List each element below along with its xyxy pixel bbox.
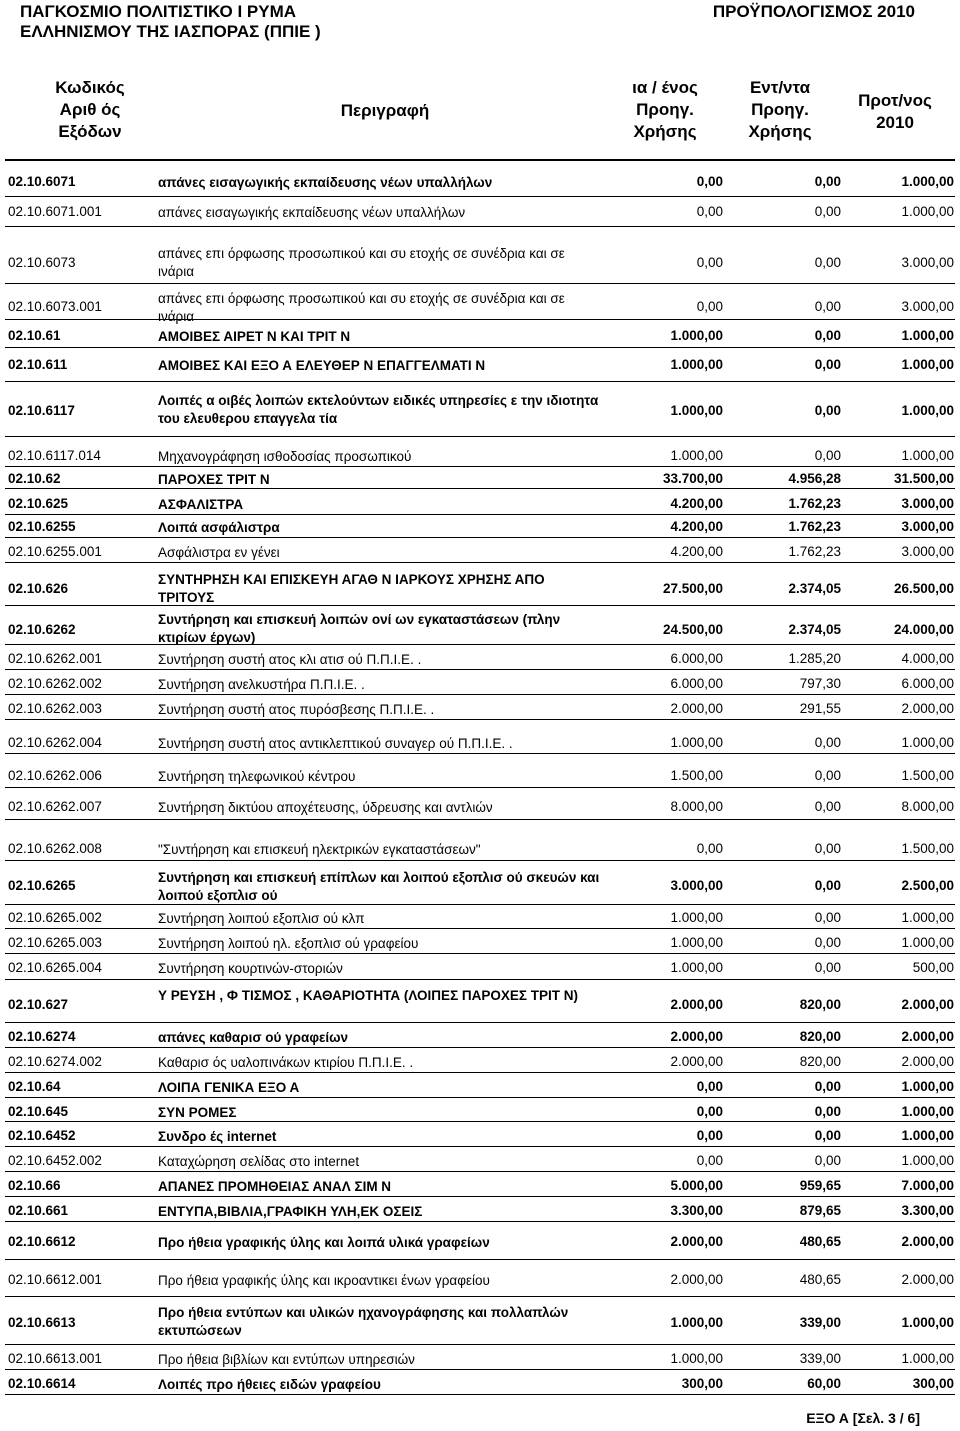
table-rule: [5, 196, 955, 197]
row-description: Ασφάλιστρα εν γένει: [158, 545, 280, 560]
column-header-code-line: Εξόδων: [58, 122, 122, 141]
row-description: απάνες επι όρφωσης προσωπικού και συ ετοχής σε συνέδρια και σε ινάρια: [158, 291, 565, 324]
row-code: 02.10.6262.008: [8, 841, 102, 856]
table-rule: [5, 1146, 955, 1147]
row-proposed: 3.000,00: [901, 519, 954, 534]
column-header-description: [160, 100, 610, 122]
row-description: ΑΜΟΙΒΕΣ ΑΙΡΕΤ Ν ΚΑΙ ΤΡΙΤ Ν: [158, 329, 351, 344]
row-code: 02.10.6265.002: [8, 910, 102, 925]
column-header-proposed-2010: [840, 90, 950, 134]
table-rule: [5, 347, 955, 348]
row-proposed: 1.000,00: [901, 328, 954, 343]
table-rule: [5, 1022, 955, 1023]
column-header-prev-line: Προηγ.: [636, 100, 694, 119]
row-commitments: 1.762,23: [788, 496, 841, 511]
row-code: 02.10.6613: [8, 1315, 76, 1330]
row-proposed: 300,00: [912, 1376, 954, 1391]
row-code: 02.10.6262.007: [8, 799, 102, 814]
row-description: Λοιπές προ ήθειες ειδών γραφείου: [158, 1377, 381, 1392]
row-commitments: 0,00: [814, 799, 841, 814]
row-commitments: 820,00: [799, 997, 841, 1012]
row-commitments: 0,00: [814, 1128, 841, 1143]
column-header-ent-line: Εντ/ντα: [749, 78, 811, 97]
column-header-ent-line: Προηγ.: [751, 100, 809, 119]
row-description: απάνες καθαρισ ού γραφείων: [158, 1030, 349, 1045]
column-header-previous-year-commitments: [725, 77, 835, 143]
row-commitments: 4.956,28: [788, 471, 841, 486]
row-proposed: 1.000,00: [901, 403, 954, 418]
row-previous-budget: 2.000,00: [670, 1029, 723, 1044]
row-previous-budget: 0,00: [696, 1079, 723, 1094]
row-commitments: 0,00: [814, 204, 841, 219]
row-previous-budget: 1.000,00: [670, 357, 723, 372]
row-previous-budget: 0,00: [696, 841, 723, 856]
table-rule: [5, 159, 955, 161]
row-commitments: 959,65: [799, 1178, 841, 1193]
row-commitments: 339,00: [799, 1351, 841, 1366]
row-commitments: 0,00: [814, 1079, 841, 1094]
row-commitments: 0,00: [814, 1153, 841, 1168]
row-code: 02.10.6262.002: [8, 676, 102, 691]
row-previous-budget: 2.000,00: [670, 997, 723, 1012]
row-previous-budget: 1.000,00: [670, 735, 723, 750]
row-proposed: 1.000,00: [901, 1351, 954, 1366]
row-code: 02.10.6265.004: [8, 960, 102, 975]
row-previous-budget: 1.000,00: [670, 403, 723, 418]
row-code: 02.10.6452.002: [8, 1153, 102, 1168]
row-previous-budget: 1.000,00: [670, 1351, 723, 1366]
table-rule: [5, 1369, 955, 1370]
row-description: Προ ήθεια εντύπων και υλικών ηχανογράφησης και πολλαπλών εκτυπώσεων: [158, 1305, 569, 1338]
row-description: Συντήρηση δικτύου αποχέτευσης, ύδρευσης και αντλιών: [158, 800, 493, 815]
row-proposed: 24.000,00: [893, 622, 954, 637]
row-commitments: 480,65: [799, 1234, 841, 1249]
row-commitments: 1.285,20: [788, 651, 841, 666]
row-commitments: 60,00: [807, 1376, 841, 1391]
row-previous-budget: 1.000,00: [670, 935, 723, 950]
table-rule: [5, 226, 955, 227]
row-code: 02.10.6452: [8, 1128, 76, 1143]
row-description: Λοιπές α οιβές λοιπών εκτελούντων ειδικές υπηρεσίες ε την ιδιοτητα του ελευθερου επαγγελα τία: [158, 393, 599, 426]
row-previous-budget: 0,00: [696, 1128, 723, 1143]
row-code: 02.10.6612: [8, 1234, 76, 1249]
row-commitments: 0,00: [814, 1104, 841, 1119]
row-previous-budget: 1.000,00: [670, 960, 723, 975]
row-description: Μηχανογράφηση ισθοδοσίας προσωπικού: [158, 449, 412, 464]
row-description: Καθαρισ ός υαλοπινάκων κτιρίου Π.Π.Ι.Ε. .: [158, 1055, 414, 1070]
table-rule: [5, 1196, 955, 1197]
row-description: Προ ήθεια γραφικής ύλης και ικροαντικει ένων γραφείου: [158, 1273, 490, 1288]
table-rule: [5, 953, 955, 954]
table-rule: [5, 860, 955, 861]
row-code: 02.10.6073.001: [8, 299, 102, 314]
row-proposed: 1.000,00: [901, 1104, 954, 1119]
row-commitments: 0,00: [814, 448, 841, 463]
table-rule: [5, 979, 955, 980]
row-previous-budget: 2.000,00: [670, 1272, 723, 1287]
row-proposed: 1.500,00: [901, 841, 954, 856]
row-commitments: 2.374,05: [788, 622, 841, 637]
row-proposed: 1.000,00: [901, 1128, 954, 1143]
row-previous-budget: 4.200,00: [670, 496, 723, 511]
column-header-prot-line: Προτ/νος: [858, 91, 932, 110]
row-description: Συντήρηση λοιπού εξοπλισ ού κλπ: [158, 911, 365, 926]
table-rule: [5, 694, 955, 695]
row-commitments: 820,00: [799, 1054, 841, 1069]
row-commitments: 0,00: [814, 328, 841, 343]
row-previous-budget: 0,00: [696, 204, 723, 219]
row-proposed: 2.000,00: [901, 1234, 954, 1249]
row-proposed: 3.000,00: [901, 255, 954, 270]
row-proposed: 1.000,00: [901, 204, 954, 219]
row-code: 02.10.6117.014: [8, 448, 101, 463]
row-previous-budget: 1.000,00: [670, 910, 723, 925]
row-previous-budget: 1.000,00: [670, 328, 723, 343]
table-rule: [5, 1259, 955, 1260]
row-code: 02.10.6071.001: [8, 204, 102, 219]
row-code: 02.10.627: [8, 997, 69, 1012]
row-description: Συντήρηση τηλεφωνικού κέντρου: [158, 769, 356, 784]
table-rule: [5, 1072, 955, 1073]
row-code: 02.10.64: [8, 1079, 61, 1094]
row-previous-budget: 27.500,00: [662, 581, 723, 596]
row-description: ΠΑΡΟΧΕΣ ΤΡΙΤ Ν: [158, 472, 270, 487]
row-proposed: 31.500,00: [893, 471, 954, 486]
row-proposed: 26.500,00: [893, 581, 954, 596]
column-header-description-line: Περιγραφή: [340, 101, 430, 120]
row-description: απάνες επι όρφωσης προσωπικού και συ ετοχής σε συνέδρια και σε ινάρια: [158, 246, 565, 279]
row-proposed: 2.000,00: [901, 1054, 954, 1069]
row-previous-budget: 0,00: [696, 299, 723, 314]
row-code: 02.10.6255.001: [8, 544, 102, 559]
row-commitments: 0,00: [814, 768, 841, 783]
row-description: Συνδρο ές internet: [158, 1129, 277, 1144]
column-header-prev-line: Χρήσης: [633, 122, 697, 141]
row-proposed: 3.000,00: [901, 544, 954, 559]
row-previous-budget: 2.000,00: [670, 701, 723, 716]
row-proposed: 1.000,00: [901, 1315, 954, 1330]
organization-name-line-1: ΠΑΓΚΟΣΜΙΟ ΠΟΛΙΤΙΣΤΙΚΟ Ι ΡΥΜΑ: [20, 2, 297, 21]
column-header-prev-line: ια / ένος: [632, 78, 698, 97]
row-commitments: 1.762,23: [788, 544, 841, 559]
column-header-prot-line: 2010: [876, 113, 914, 132]
table-rule: [5, 787, 955, 788]
row-description: Καταχώρηση σελίδας στο internet: [158, 1154, 360, 1169]
row-code: 02.10.6614: [8, 1376, 76, 1391]
row-previous-budget: 8.000,00: [670, 799, 723, 814]
row-proposed: 500,00: [912, 960, 954, 975]
row-previous-budget: 3.000,00: [670, 878, 723, 893]
row-previous-budget: 33.700,00: [662, 471, 723, 486]
row-code: 02.10.625: [8, 496, 69, 511]
page-footer: ΕΞΟ Α [Σελ. 3 / 6]: [806, 1410, 920, 1426]
row-previous-budget: 1.000,00: [670, 448, 723, 463]
row-code: 02.10.6262.001: [8, 651, 102, 666]
row-proposed: 2.000,00: [901, 1272, 954, 1287]
row-proposed: 3.300,00: [901, 1203, 954, 1218]
table-rule: [5, 719, 955, 720]
column-header-previous-year-budget: [610, 77, 720, 143]
row-code: 02.10.6613.001: [8, 1351, 102, 1366]
row-proposed: 1.000,00: [901, 448, 954, 463]
table-rule: [5, 1296, 955, 1297]
row-code: 02.10.6117: [8, 403, 75, 418]
row-code: 02.10.6274.002: [8, 1054, 102, 1069]
table-rule: [5, 669, 955, 670]
row-commitments: 339,00: [799, 1315, 841, 1330]
row-description: ΕΝΤΥΠΑ,ΒΙΒΛΙΑ,ΓΡΑΦΙΚΗ ΥΛΗ,ΕΚ ΟΣΕΙΣ: [158, 1204, 423, 1219]
row-code: 02.10.6274: [8, 1029, 76, 1044]
row-description: ΣΥΝ ΡΟΜΕΣ: [158, 1105, 237, 1120]
row-code: 02.10.6262.006: [8, 768, 102, 783]
table-rule: [5, 514, 955, 515]
row-commitments: 0,00: [814, 935, 841, 950]
row-code: 02.10.6262: [8, 622, 76, 637]
row-commitments: 0,00: [814, 403, 841, 418]
row-description: "Συντήρηση και επισκευή ηλεκτρικών εγκαταστάσεων": [158, 842, 481, 857]
row-code: 02.10.6255: [8, 519, 76, 534]
row-description: ΑΣΦΑΛΙΣΤΡΑ: [158, 497, 244, 512]
row-description: Συντήρηση κουρτινών-στοριών: [158, 961, 343, 976]
row-description: Συντήρηση συστή ατος κλι ατισ ού Π.Π.Ι.Ε. .: [158, 652, 422, 667]
row-code: 02.10.66: [8, 1178, 61, 1193]
row-previous-budget: 3.300,00: [670, 1203, 723, 1218]
row-previous-budget: 1.000,00: [670, 1315, 723, 1330]
row-code: 02.10.6262.004: [8, 735, 102, 750]
table-rule: [5, 537, 955, 538]
row-proposed: 6.000,00: [901, 676, 954, 691]
column-header-code-line: Κωδικός: [55, 78, 125, 97]
row-proposed: 1.000,00: [901, 357, 954, 372]
row-code: 02.10.661: [8, 1203, 69, 1218]
row-code: 02.10.61: [8, 328, 61, 343]
row-code: 02.10.645: [8, 1104, 69, 1119]
row-commitments: 797,30: [799, 676, 841, 691]
row-code: 02.10.6071: [8, 174, 76, 189]
row-previous-budget: 4.200,00: [670, 544, 723, 559]
row-description: ΑΠΑΝΕΣ ΠΡΟΜΗΘΕΙΑΣ ΑΝΑΛ ΣΙΜ Ν: [158, 1179, 392, 1194]
row-proposed: 2.000,00: [901, 997, 954, 1012]
row-previous-budget: 0,00: [696, 1153, 723, 1168]
row-description: Προ ήθεια γραφικής ύλης και λοιπά υλικά γραφείων: [158, 1235, 490, 1250]
row-previous-budget: 6.000,00: [670, 676, 723, 691]
row-proposed: 3.000,00: [901, 299, 954, 314]
row-previous-budget: 0,00: [696, 255, 723, 270]
row-proposed: 1.000,00: [901, 935, 954, 950]
row-description: Συντήρηση ανελκυστήρα Π.Π.Ι.Ε. .: [158, 677, 365, 692]
row-previous-budget: 24.500,00: [662, 622, 723, 637]
row-proposed: 1.000,00: [901, 1079, 954, 1094]
table-rule: [5, 753, 955, 754]
table-rule: [5, 928, 955, 929]
row-proposed: 1.000,00: [901, 174, 954, 189]
column-header-ent-line: Χρήσης: [748, 122, 812, 141]
row-code: 02.10.6262.003: [8, 701, 102, 716]
row-proposed: 7.000,00: [901, 1178, 954, 1193]
row-previous-budget: 0,00: [696, 174, 723, 189]
row-description: Λοιπά ασφάλιστρα: [158, 520, 280, 535]
row-description: Συντήρηση και επισκευή επίπλων και λοιπού εξοπλισ ού σκευών και λοιπού εξοπλισ ού: [158, 870, 600, 903]
row-description: Προ ήθεια βιβλίων και εντύπων υπηρεσιών: [158, 1352, 415, 1367]
row-previous-budget: 300,00: [681, 1376, 723, 1391]
row-description: απάνες εισαγωγικής εκπαίδευσης νέων υπαλλήλων: [158, 175, 493, 190]
row-description: Συντήρηση λοιπού ηλ. εξοπλισ ού γραφείου: [158, 936, 419, 951]
row-proposed: 2.000,00: [901, 701, 954, 716]
row-commitments: 1.762,23: [788, 519, 841, 534]
row-commitments: 0,00: [814, 299, 841, 314]
row-code: 02.10.6612.001: [8, 1272, 102, 1287]
row-proposed: 3.000,00: [901, 496, 954, 511]
row-proposed: 1.000,00: [901, 1153, 954, 1168]
row-code: 02.10.6073: [8, 255, 76, 270]
row-previous-budget: 6.000,00: [670, 651, 723, 666]
row-description: ΛΟΙΠΑ ΓΕΝΙΚΑ ΕΞΟ Α: [158, 1080, 300, 1095]
table-rule: [5, 1394, 955, 1395]
row-proposed: 1.000,00: [901, 910, 954, 925]
column-header-code: [20, 77, 160, 143]
row-previous-budget: 2.000,00: [670, 1054, 723, 1069]
row-code: 02.10.626: [8, 581, 69, 596]
table-rule: [5, 1171, 955, 1172]
row-commitments: 0,00: [814, 357, 841, 372]
row-proposed: 2.000,00: [901, 1029, 954, 1044]
row-commitments: 0,00: [814, 841, 841, 856]
row-description: Συντήρηση συστή ατος πυρόσβεσης Π.Π.Ι.Ε. .: [158, 702, 435, 717]
row-description: Συντήρηση και επισκευή λοιπών ονί ων εγκαταστάσεων (πλην κτιρίων έργων): [158, 612, 561, 645]
table-rule: [5, 283, 955, 284]
row-description: ΣΥΝΤΗΡΗΣΗ ΚΑΙ ΕΠΙΣΚΕΥΗ ΑΓΑΘ Ν ΙΑΡΚΟΥΣ ΧΡΗΣΗΣ ΑΠΟ ΤΡΙΤΟΥΣ: [158, 572, 545, 605]
row-commitments: 0,00: [814, 960, 841, 975]
row-commitments: 0,00: [814, 255, 841, 270]
table-rule: [5, 436, 955, 437]
row-previous-budget: 1.500,00: [670, 768, 723, 783]
row-commitments: 0,00: [814, 735, 841, 750]
table-rule: [5, 562, 955, 563]
row-description: ΑΜΟΙΒΕΣ ΚΑΙ ΕΞΟ Α ΕΛΕΥΘΕΡ Ν ΕΠΑΓΓΕΛΜΑΤΙ Ν: [158, 358, 486, 373]
row-commitments: 820,00: [799, 1029, 841, 1044]
table-rule: [5, 1047, 955, 1048]
row-proposed: 2.500,00: [901, 878, 954, 893]
organization-name-line-2: ΕΛΛΗΝΙΣΜΟΥ ΤΗΣ ΙΑΣΠΟΡΑΣ (ΠΠΙΕ ): [20, 22, 321, 41]
row-previous-budget: 2.000,00: [670, 1234, 723, 1249]
row-description: απάνες εισαγωγικής εκπαίδευσης νέων υπαλλήλων: [158, 205, 466, 220]
row-description: Συντήρηση συστή ατος αντικλεπτικού συναγερ ού Π.Π.Ι.Ε. .: [158, 736, 513, 751]
row-commitments: 0,00: [814, 174, 841, 189]
row-commitments: 2.374,05: [788, 581, 841, 596]
row-previous-budget: 0,00: [696, 1104, 723, 1119]
table-rule: [5, 1221, 955, 1222]
table-rule: [5, 1344, 955, 1345]
row-proposed: 8.000,00: [901, 799, 954, 814]
row-commitments: 0,00: [814, 910, 841, 925]
row-description: Υ ΡΕΥΣΗ , Φ ΤΙΣΜΟΣ , ΚΑΘΑΡΙΟΤΗΤΑ (ΛΟΙΠΕΣ ΠΑΡΟΧΕΣ ΤΡΙΤ Ν): [158, 988, 579, 1003]
row-previous-budget: 5.000,00: [670, 1178, 723, 1193]
row-commitments: 480,65: [799, 1272, 841, 1287]
row-commitments: 0,00: [814, 878, 841, 893]
table-rule: [5, 819, 955, 820]
row-code: 02.10.611: [8, 357, 68, 372]
table-rule: [5, 1097, 955, 1098]
row-code: 02.10.6265.003: [8, 935, 102, 950]
document-title: ΠΡΟΫΠΟΛΟΓΙΣΜΟΣ 2010: [712, 2, 915, 21]
row-code: 02.10.62: [8, 471, 61, 486]
row-proposed: 4.000,00: [901, 651, 954, 666]
column-header-code-line: Αριθ ός: [59, 100, 121, 119]
row-previous-budget: 4.200,00: [670, 519, 723, 534]
row-code: 02.10.6265: [8, 878, 76, 893]
table-rule: [5, 466, 955, 467]
row-commitments: 291,55: [799, 701, 841, 716]
row-proposed: 1.000,00: [901, 735, 954, 750]
row-proposed: 1.500,00: [901, 768, 954, 783]
row-commitments: 879,65: [799, 1203, 841, 1218]
table-rule: [5, 381, 955, 382]
